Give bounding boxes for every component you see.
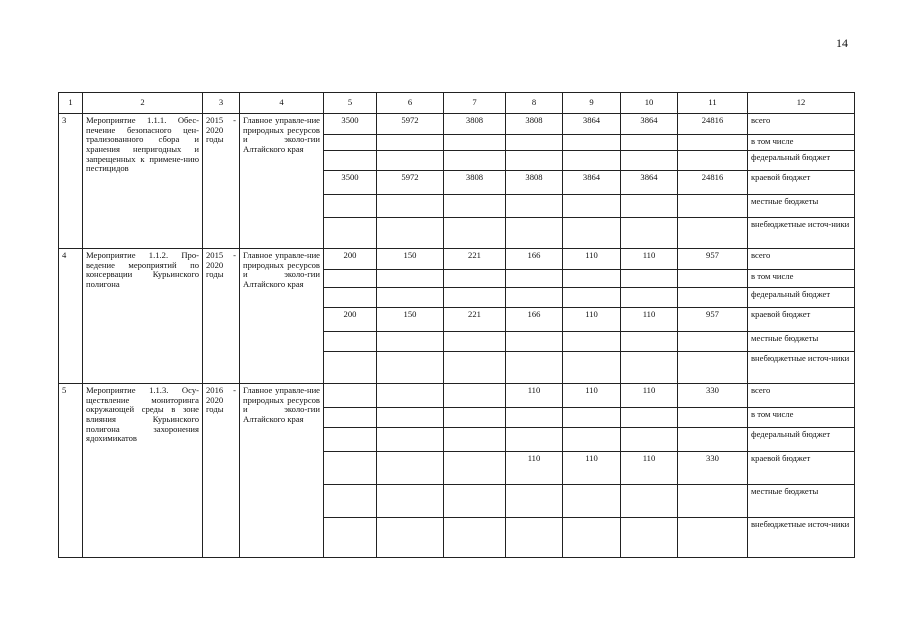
value-cell [506,135,563,151]
value-cell [563,195,621,218]
value-cell [444,384,506,408]
value-cell [506,428,563,452]
value-cell [377,270,444,288]
value-cell [506,218,563,249]
value-cell [324,428,377,452]
funding-source: всего [748,114,855,135]
funding-source: федеральный бюджет [748,288,855,308]
value-cell [506,270,563,288]
value-cell: 5972 [377,114,444,135]
value-cell [324,195,377,218]
value-cell: 150 [377,308,444,332]
column-header-1: 1 [59,93,83,114]
value-cell [621,288,678,308]
value-cell [444,195,506,218]
value-cell: 110 [563,249,621,270]
value-cell [506,485,563,518]
measure-number: 5 [59,384,83,558]
value-cell: 957 [678,308,748,332]
value-cell: 110 [621,308,678,332]
value-cell [377,485,444,518]
funding-source: в том числе [748,135,855,151]
value-cell [678,218,748,249]
value-cell [444,408,506,428]
value-cell: 330 [678,384,748,408]
value-cell [563,352,621,384]
value-cell [377,135,444,151]
value-cell [324,384,377,408]
column-header-11: 11 [678,93,748,114]
value-cell [621,518,678,558]
value-cell: 957 [678,249,748,270]
value-cell: 3864 [621,171,678,195]
value-cell [377,428,444,452]
value-cell: 3500 [324,171,377,195]
value-cell: 110 [506,384,563,408]
measure-period: 2015 - 2020 годы [203,114,240,249]
funding-source: местные бюджеты [748,332,855,352]
header-row [59,93,855,114]
value-cell [324,288,377,308]
value-cell [563,332,621,352]
value-cell [324,408,377,428]
value-cell: 24816 [678,171,748,195]
value-cell [444,428,506,452]
funding-source: всего [748,249,855,270]
page-number: 14 [836,36,848,50]
value-cell: 166 [506,308,563,332]
value-cell [563,288,621,308]
value-cell [678,485,748,518]
value-cell: 110 [563,452,621,485]
value-cell [563,270,621,288]
value-cell: 110 [621,452,678,485]
value-cell [563,518,621,558]
funding-source: внебюджетные источ-ники [748,518,855,558]
funding-source: краевой бюджет [748,171,855,195]
value-cell [377,452,444,485]
value-cell [678,288,748,308]
measure-name: Мероприятие 1.1.2. Про-ведение мероприятий по консервации Курьинского полигона [83,249,203,384]
value-cell: 110 [621,249,678,270]
column-header-7: 7 [444,93,506,114]
value-cell [678,408,748,428]
funding-source: внебюджетные источ-ники [748,218,855,249]
funding-source: краевой бюджет [748,308,855,332]
column-header-5: 5 [324,93,377,114]
funding-source: в том числе [748,270,855,288]
column-header-2: 2 [83,93,203,114]
value-cell [678,332,748,352]
value-cell [621,332,678,352]
value-cell: 5972 [377,171,444,195]
value-cell [506,288,563,308]
value-cell [621,135,678,151]
value-cell [377,332,444,352]
financing-table [58,92,855,558]
value-cell [678,518,748,558]
value-cell [678,352,748,384]
value-cell [563,408,621,428]
value-cell [678,151,748,171]
table-row [59,114,855,135]
value-cell: 200 [324,249,377,270]
value-cell [506,352,563,384]
value-cell [324,332,377,352]
measure-executor: Главное управле-ние природных ресурсов и эколо-гии Алтайского края [240,249,324,384]
value-cell [621,218,678,249]
funding-source: внебюджетные источ-ники [748,352,855,384]
table-row [59,384,855,408]
column-header-10: 10 [621,93,678,114]
measure-number: 3 [59,114,83,249]
value-cell [563,151,621,171]
measure-executor: Главное управле-ние природных ресурсов и эколо-гии Алтайского края [240,114,324,249]
value-cell: 110 [563,384,621,408]
value-cell [506,151,563,171]
column-header-3: 3 [203,93,240,114]
column-header-12: 12 [748,93,855,114]
funding-source: федеральный бюджет [748,151,855,171]
value-cell: 3808 [444,114,506,135]
value-cell [444,485,506,518]
value-cell [621,352,678,384]
measure-period: 2015 - 2020 годы [203,249,240,384]
value-cell: 3808 [506,171,563,195]
value-cell [324,452,377,485]
value-cell [324,352,377,384]
value-cell [324,151,377,171]
funding-source: в том числе [748,408,855,428]
value-cell [324,135,377,151]
value-cell [324,218,377,249]
value-cell [324,270,377,288]
table-row [59,249,855,270]
value-cell [377,218,444,249]
measure-executor: Главное управле-ние природных ресурсов и эколо-гии Алтайского края [240,384,324,558]
value-cell [678,135,748,151]
value-cell: 3864 [563,114,621,135]
value-cell [506,332,563,352]
value-cell: 3864 [563,171,621,195]
funding-source: местные бюджеты [748,485,855,518]
value-cell: 200 [324,308,377,332]
funding-source: краевой бюджет [748,452,855,485]
value-cell [324,518,377,558]
value-cell: 3500 [324,114,377,135]
value-cell [377,288,444,308]
value-cell [444,352,506,384]
value-cell [506,195,563,218]
value-cell [444,135,506,151]
value-cell [563,218,621,249]
value-cell: 110 [506,452,563,485]
value-cell [444,151,506,171]
value-cell [324,485,377,518]
value-cell [621,151,678,171]
funding-source: всего [748,384,855,408]
value-cell [444,218,506,249]
value-cell: 3864 [621,114,678,135]
column-header-4: 4 [240,93,324,114]
measure-name: Мероприятие 1.1.3. Осу-ществление мониторинга окружающей среды в зоне влияния Курьинского полигона захоронения ядохимикатов [83,384,203,558]
measure-period: 2016 - 2020 годы [203,384,240,558]
value-cell [506,518,563,558]
funding-source: федеральный бюджет [748,428,855,452]
value-cell [444,518,506,558]
value-cell [444,270,506,288]
value-cell [563,428,621,452]
measure-name: Мероприятие 1.1.1. Обес-печение безопасного цен-трализованного сбора и хранения непригодных и запрещенных к примене-нию пестицидов [83,114,203,249]
value-cell [563,135,621,151]
value-cell [444,332,506,352]
value-cell [506,408,563,428]
value-cell [377,352,444,384]
value-cell: 3808 [506,114,563,135]
value-cell [377,151,444,171]
value-cell: 3808 [444,171,506,195]
value-cell [377,408,444,428]
measure-number: 4 [59,249,83,384]
value-cell [621,408,678,428]
value-cell [377,384,444,408]
value-cell [621,485,678,518]
value-cell [444,452,506,485]
value-cell [563,485,621,518]
value-cell: 24816 [678,114,748,135]
value-cell [621,195,678,218]
column-header-8: 8 [506,93,563,114]
column-header-9: 9 [563,93,621,114]
value-cell: 221 [444,249,506,270]
value-cell: 110 [621,384,678,408]
column-header-6: 6 [377,93,444,114]
value-cell [678,428,748,452]
value-cell [377,195,444,218]
value-cell: 221 [444,308,506,332]
value-cell: 150 [377,249,444,270]
value-cell: 330 [678,452,748,485]
value-cell [621,428,678,452]
value-cell [678,270,748,288]
value-cell: 166 [506,249,563,270]
value-cell: 110 [563,308,621,332]
value-cell [444,288,506,308]
value-cell [377,518,444,558]
funding-source: местные бюджеты [748,195,855,218]
value-cell [621,270,678,288]
value-cell [678,195,748,218]
